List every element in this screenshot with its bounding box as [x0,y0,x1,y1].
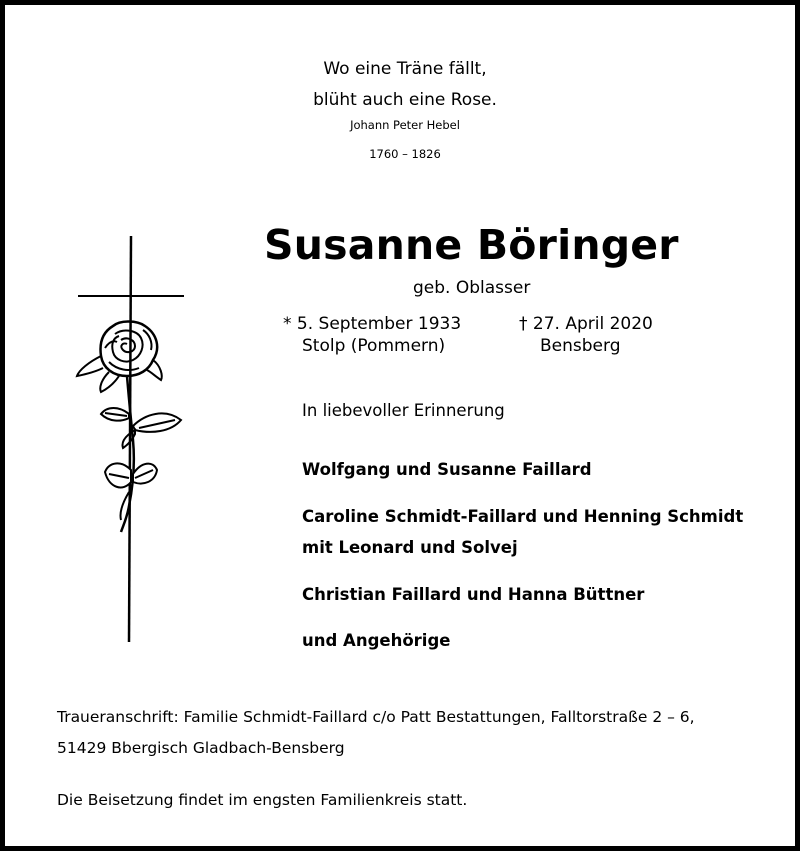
mourner-line: Christian Faillard und Hanna Büttner [302,585,645,604]
cross-rose-icon [65,230,190,645]
quote-author: Johann Peter Hebel [350,118,460,132]
mourner-line: und Angehörige [302,631,451,650]
quote-author-years: 1760 – 1826 [369,147,441,161]
remembrance-line: In liebevoller Erinnerung [302,401,505,420]
mourner-line: Wolfgang und Susanne Faillard [302,460,592,479]
death-date: † 27. April 2020 [519,314,653,334]
death-place: Bensberg [540,336,621,356]
mourner-line: mit Leonard und Solvej [302,538,518,557]
mourner-line: Caroline Schmidt-Faillard und Henning Schmidt [302,507,744,526]
mourning-address-line-1: Traueranschrift: Familie Schmidt-Faillard c/o Patt Bestattungen, Falltorstraße 2 – 6, [57,708,695,726]
mourning-address-line-2: 51429 Bbergisch Gladbach-Bensberg [57,739,345,757]
burial-note: Die Beisetzung findet im engsten Familienkreis statt. [57,791,468,809]
deceased-name: Susanne Böringer [264,221,679,269]
birth-place: Stolp (Pommern) [302,336,446,356]
quote-line-1: Wo eine Träne fällt, [323,59,487,79]
quote-line-2: blüht auch eine Rose. [313,90,497,110]
birth-name: geb. Oblasser [413,278,531,298]
birth-date: * 5. September 1933 [283,314,462,334]
